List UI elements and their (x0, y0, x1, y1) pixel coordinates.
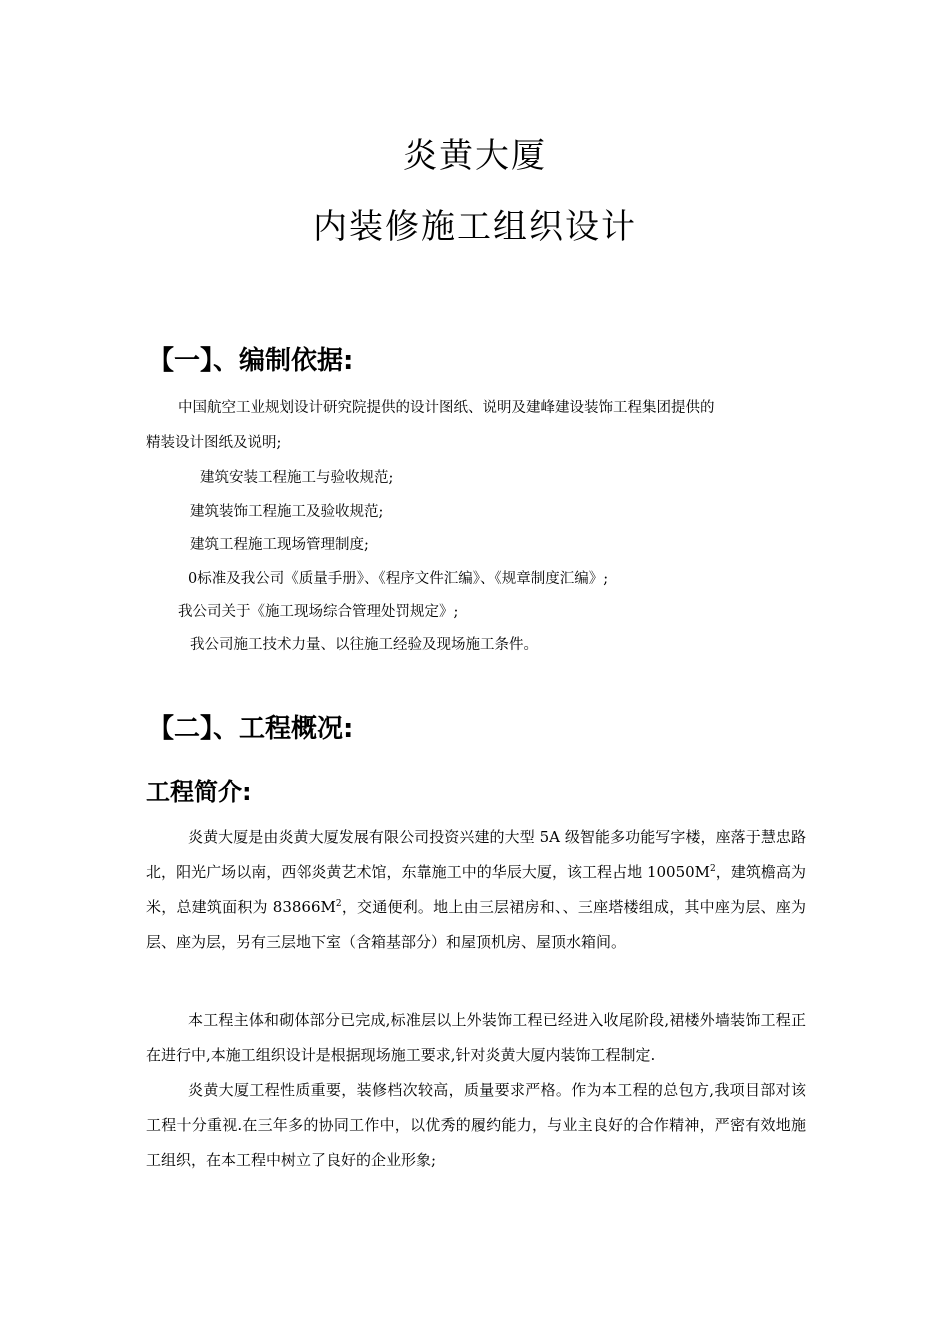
document-title: 炎黄大厦 (403, 136, 547, 176)
section-heading-basis: 【一】、编制依据: (148, 346, 354, 376)
intro-paragraph-2: 本工程主体和砌体部分已完成,标准层以上外装饰工程已经进入收尾阶段,裙楼外墙装饰工程正在进行中,本施工组织设计是根据现场施工要求,针对炎黄大厦内装饰工程制定. (146, 1011, 806, 1064)
subsection-heading-intro: 工程简介: (146, 778, 252, 806)
basis-line-2: 精装设计图纸及说明; (146, 435, 282, 451)
intro-p1-text-c: ，交通便利。地上由三层裙房和、、三座塔楼组成，其中座为层、座为层、座为层，另有三层地下室（含箱基部分）和屋顶机房、屋顶水箱间。 (146, 898, 806, 951)
intro-paragraph-3: 炎黄大厦工程性质重要，装修档次较高，质量要求严格。作为本工程的总包方,我项目部对该工程十分重视.在三年多的协同工作中，以优秀的履约能力，与业主良好的合作精神，严密有效地施工组织，在本工程中树立了良好的企业形象; (146, 1081, 806, 1169)
section-heading-overview: 【二】、工程概况: (148, 714, 354, 744)
basis-item-6: 我公司施工技术力量、以往施工经验及现场施工条件。 (190, 637, 538, 653)
basis-item-1: 建筑安装工程施工与验收规范; (200, 470, 394, 486)
basis-item-5: 我公司关于《施工现场综合管理处罚规定》; (178, 604, 459, 620)
intro-p1-sup-b: 2 (335, 899, 342, 909)
document-subtitle: 内装修施工组织设计 (313, 207, 637, 247)
intro-p1-text-b: ，建筑檐高为米，总建筑面积为 83866M (146, 863, 806, 916)
basis-item-4: 0标准及我公司《质量手册》、《程序文件汇编》、《规章制度汇编》; (188, 571, 609, 587)
basis-line-1: 中国航空工业规划设计研究院提供的设计图纸、说明及建峰建设装饰工程集团提供的 (178, 400, 715, 416)
intro-p1-sup-a: 2 (710, 864, 716, 874)
basis-item-3: 建筑工程施工现场管理制度; (190, 537, 369, 553)
basis-item-2: 建筑装饰工程施工及验收规范; (190, 504, 384, 520)
intro-paragraph-1 (146, 820, 806, 960)
intro-p1-text-a: 炎黄大厦是由炎黄大厦发展有限公司投资兴建的大型 5A 级智能多功能写字楼，座落于慧忠路北，阳光广场以南，西邻炎黄艺术馆，东靠施工中的华辰大厦，该工程占地 10050M (146, 828, 806, 881)
